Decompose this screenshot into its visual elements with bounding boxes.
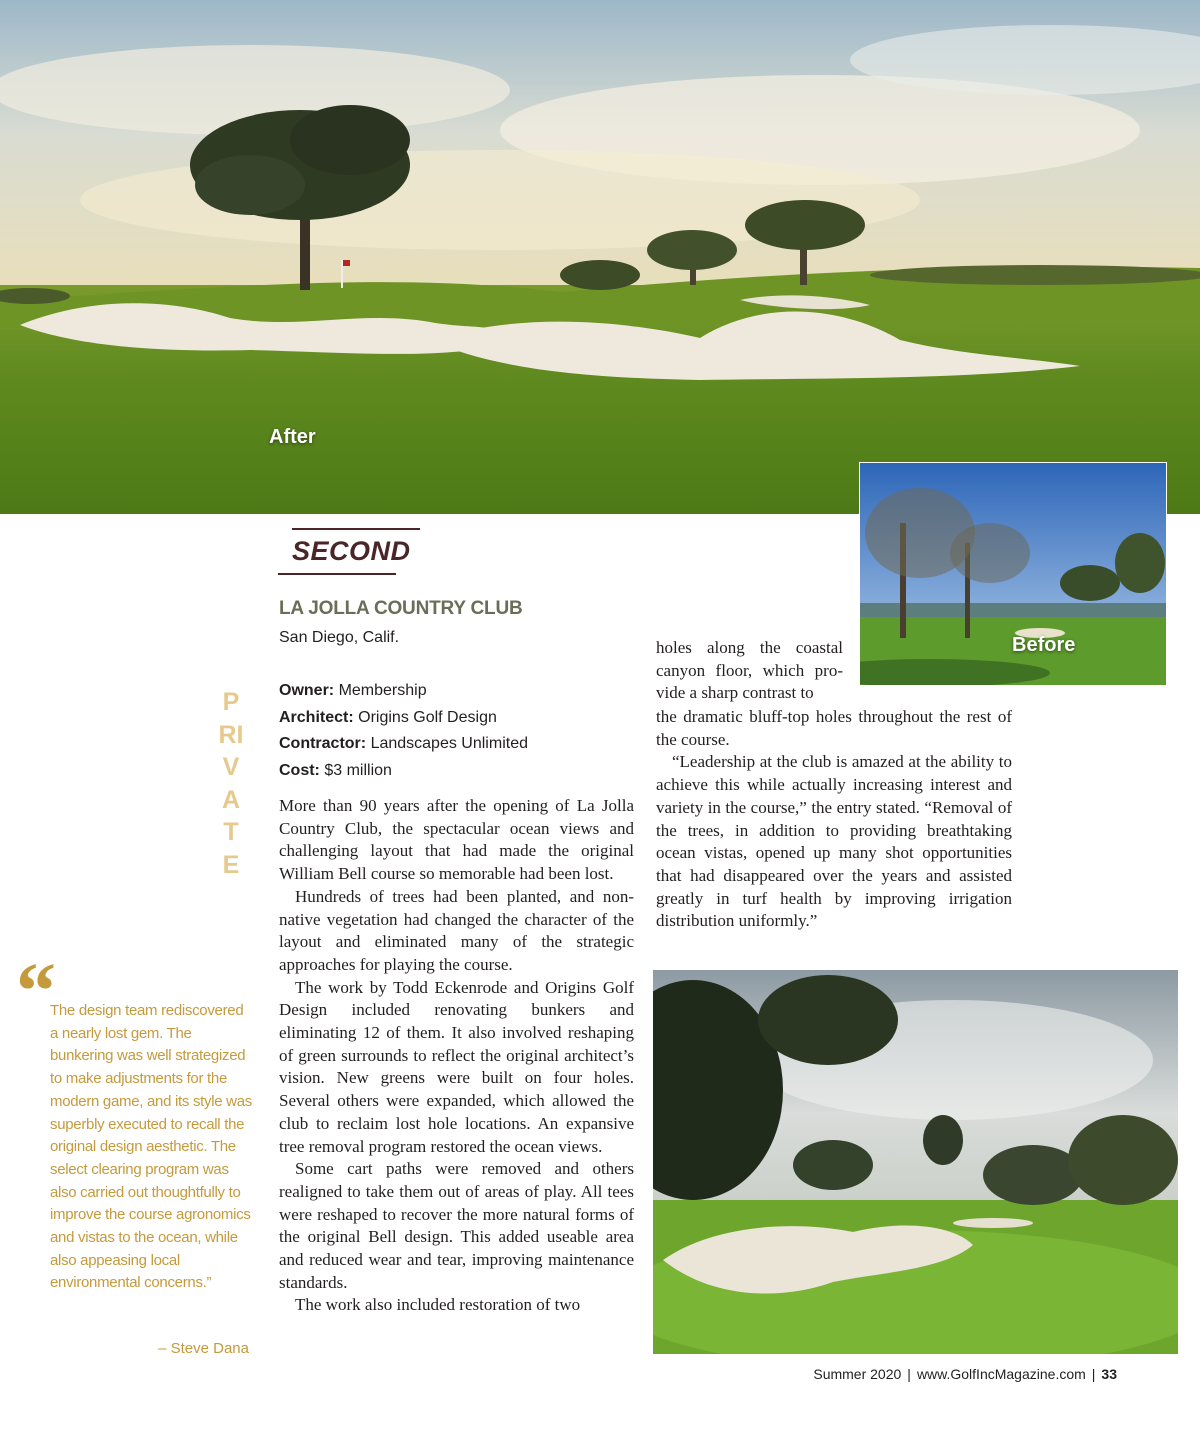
- fact-owner: [279, 680, 528, 707]
- fact-architect: [279, 707, 528, 734]
- club-name: LA JOLLA COUNTRY CLUB: [279, 598, 523, 619]
- paragraph: Some cart paths were removed and others realigned to take them out of areas of play. All tees were reshaped to recover the more natural forms of the original Bell design. This added useable area and reduced wear and tear, improving maintenance standards.: [279, 1159, 634, 1292]
- page-number: 33: [1101, 1366, 1117, 1382]
- before-caption: Before: [1012, 634, 1076, 656]
- fact-label: Architect:: [279, 708, 354, 726]
- rank-rule-top: [292, 528, 420, 530]
- after-caption: After: [269, 426, 316, 448]
- fact-label: Cost:: [279, 761, 320, 779]
- fact-label: Owner:: [279, 682, 335, 699]
- article-column-1: [279, 795, 634, 1317]
- footer-separator: |: [907, 1366, 911, 1382]
- fact-label: Contractor:: [279, 735, 367, 752]
- paragraph: The work by Todd Eckenrode and Origins Golf Design included renovating bunkers and eliminating 12 of them. It also involved reshaping of green surrounds to reflect the original architect’s vision. New greens were built on four holes. Several others were expanded, which allowed the club to reclaim lost hole locations. An expansive tree removal program restored the ocean views.: [279, 977, 634, 1156]
- fact-contractor: [279, 733, 528, 760]
- rank-label: SECOND: [292, 536, 411, 566]
- category-vertical-label: PRIVATE: [218, 688, 244, 879]
- course-photo-image: [653, 970, 1178, 1354]
- pull-quote-text: The design team rediscovered a nearly lost gem. The bunkering was well strategized to make adjustments for the modern game, and its style was superbly executed to recall the original design aesthetic. The select clearing program was also carried out thoughtfully to improve the course agronomics and vistas to the ocean, while also appeasing local environmental concerns.”: [50, 1002, 252, 1292]
- article-column-2: [656, 706, 1012, 933]
- paragraph: “Leadership at the club is amazed at the ability to achieve this while actually increasing interest and variety in the course,” the entry stated. “Removal of the trees, in addition to providing breathtaking ocean vistas, opened up many shot opportunities that had disappeared over the years and assisted greatly in turf health by improving irrigation distribution uniformly.”: [656, 752, 1012, 931]
- footer-separator: |: [1091, 1366, 1096, 1382]
- club-location: San Diego, Calif.: [279, 629, 400, 646]
- before-photo: [859, 462, 1167, 686]
- hero-photo-after: [0, 0, 1200, 514]
- fact-value: $3 million: [324, 761, 392, 779]
- fact-value: Origins Golf Design: [358, 708, 497, 726]
- fact-cost: [279, 760, 528, 787]
- project-facts: [279, 680, 528, 786]
- paragraph: The work also included restoration of two: [295, 1295, 581, 1315]
- article-column-2-narrow: [656, 637, 843, 705]
- paragraph: holes along the coastal canyon floor, which provide a sharp contrast to: [656, 638, 843, 703]
- rank-heading: [278, 528, 420, 576]
- footer-website: www.GolfIncMagazine.com: [916, 1366, 1086, 1382]
- rank-rule-bottom: [278, 573, 396, 575]
- quote-mark-icon: “: [16, 948, 56, 1036]
- paragraph: More than 90 years after the opening of La Jolla Country Club, the spectacular ocean views and challenging layout that had made the original William Bell course so memorable had been lost.: [279, 796, 634, 884]
- fact-value: Membership: [338, 682, 427, 699]
- hero-photo-image: [0, 0, 1200, 514]
- course-photo-bunker: [653, 970, 1178, 1354]
- pull-quote-attribution: – Steve Dana: [158, 1340, 249, 1357]
- paragraph: Hundreds of trees had been planted, and non-native vegetation had changed the character of the layout and eliminated many of the strategic approaches for playing the course.: [279, 886, 634, 974]
- paragraph: the dramatic bluff-top holes throughout the rest of the course.: [656, 707, 1012, 749]
- fact-value: Landscapes Unlimited: [370, 735, 528, 752]
- footer-issue: Summer 2020: [813, 1366, 902, 1382]
- page-footer: [813, 1366, 1117, 1382]
